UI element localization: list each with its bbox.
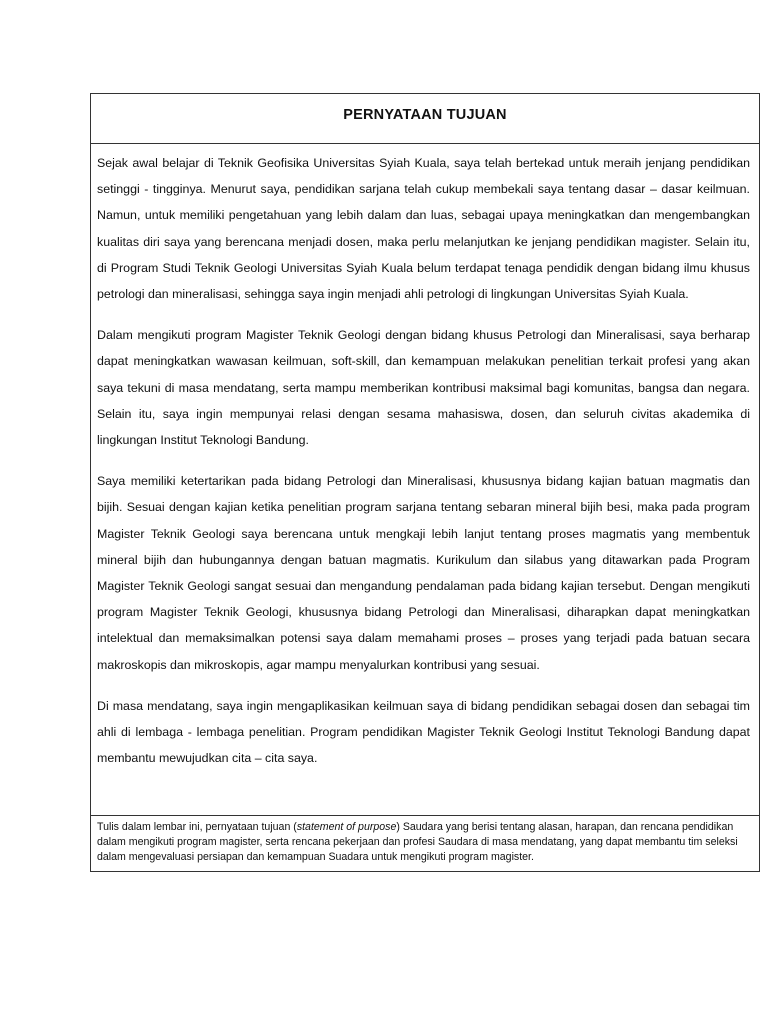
statement-body-cell: [91, 144, 759, 816]
instruction-cell: [91, 816, 759, 871]
instruction-text: [97, 820, 750, 865]
paragraph-2: Dalam mengikuti program Magister Teknik Geologi dengan bidang khusus Petrologi dan Mineralisasi, saya berharap dapat meningkatkan wawasan keilmuan, soft-skill, dan kemampuan melakukan penelitian terkait profesi yang akan saya tekuni di masa mendatang, serta mampu memberikan kontribusi maksimal bagi komunitas, bangsa dan negara. Selain itu, saya ingin mempunyai relasi dengan sesama mahasiswa, dosen, dan seluruh civitas akademika di lingkungan Institut Teknologi Bandung.: [97, 328, 750, 448]
statement-form: [90, 93, 760, 872]
instruction-after: ) Saudara yang berisi tentang alasan, harapan, dan rencana pendidikan dalam mengikuti program magister, serta rencana pekerjaan dan profesi Saudara di masa mendatang, yang dapat membantu tim seleksi dalam mengevaluasi persiapan dan kemampuan Suadara untuk mengikuti program magister.: [97, 821, 738, 863]
instruction-before: Tulis dalam lembar ini, pernyataan tujuan (: [97, 821, 297, 833]
title-cell: [91, 94, 759, 144]
form-title: PERNYATAAN TUJUAN: [343, 106, 507, 123]
paragraph-4: Di masa mendatang, saya ingin mengaplikasikan keilmuan saya di bidang pendidikan sebagai dosen dan sebagai tim ahli di lembaga - lembaga penelitian. Program pendidikan Magister Teknik Geologi Institut Teknologi Bandung dapat membantu mewujudkan cita – cita saya.: [97, 698, 750, 766]
paragraph-1: Sejak awal belajar di Teknik Geofisika Universitas Syiah Kuala, saya telah bertekad untuk meraih jenjang pendidikan setinggi - tingginya. Menurut saya, pendidikan sarjana telah cukup membekali saya tentang dasar – dasar keilmuan. Namun, untuk memiliki pengetahuan yang lebih dalam dan luas, sebagai upaya meningkatkan dan mengembangkan kualitas diri saya yang berencana menjadi dosen, maka perlu melanjutkan ke jenjang pendidikan magister. Selain itu, di Program Studi Teknik Geologi Universitas Syiah Kuala belum terdapat tenaga pendidik dengan bidang ilmu khusus petrologi dan mineralisasi, sehingga saya ingin menjadi ahli petrologi di lingkungan Universitas Syiah Kuala.: [97, 156, 750, 302]
instruction-emphasis: statement of purpose: [296, 821, 397, 833]
paragraph-3: Saya memiliki ketertarikan pada bidang Petrologi dan Mineralisasi, khususnya bidang kajian batuan magmatis dan bijih. Sesuai dengan kajian ketika penelitian program sarjana tentang sebaran mineral bijih besi, maka pada program Magister Teknik Geologi saya berencana untuk mengkaji lebih lanjut tentang proses magmatis yang membentuk mineral bijih dan hubungannya dengan batuan magmatis. Kurikulum dan silabus yang ditawarkan pada Program Magister Teknik Geologi sangat sesuai dan mengandung pendalaman pada bidang kajian tersebut. Dengan mengikuti program Magister Teknik Geologi, khususnya bidang Petrologi dan Mineralisasi, diharapkan dapat meningkatkan intelektual dan memaksimalkan potensi saya dalam memahami proses – proses yang terjadi pada batuan secara makroskopis dan mikroskopis, agar mampu menyalurkan kontribusi yang sesuai.: [97, 474, 750, 672]
